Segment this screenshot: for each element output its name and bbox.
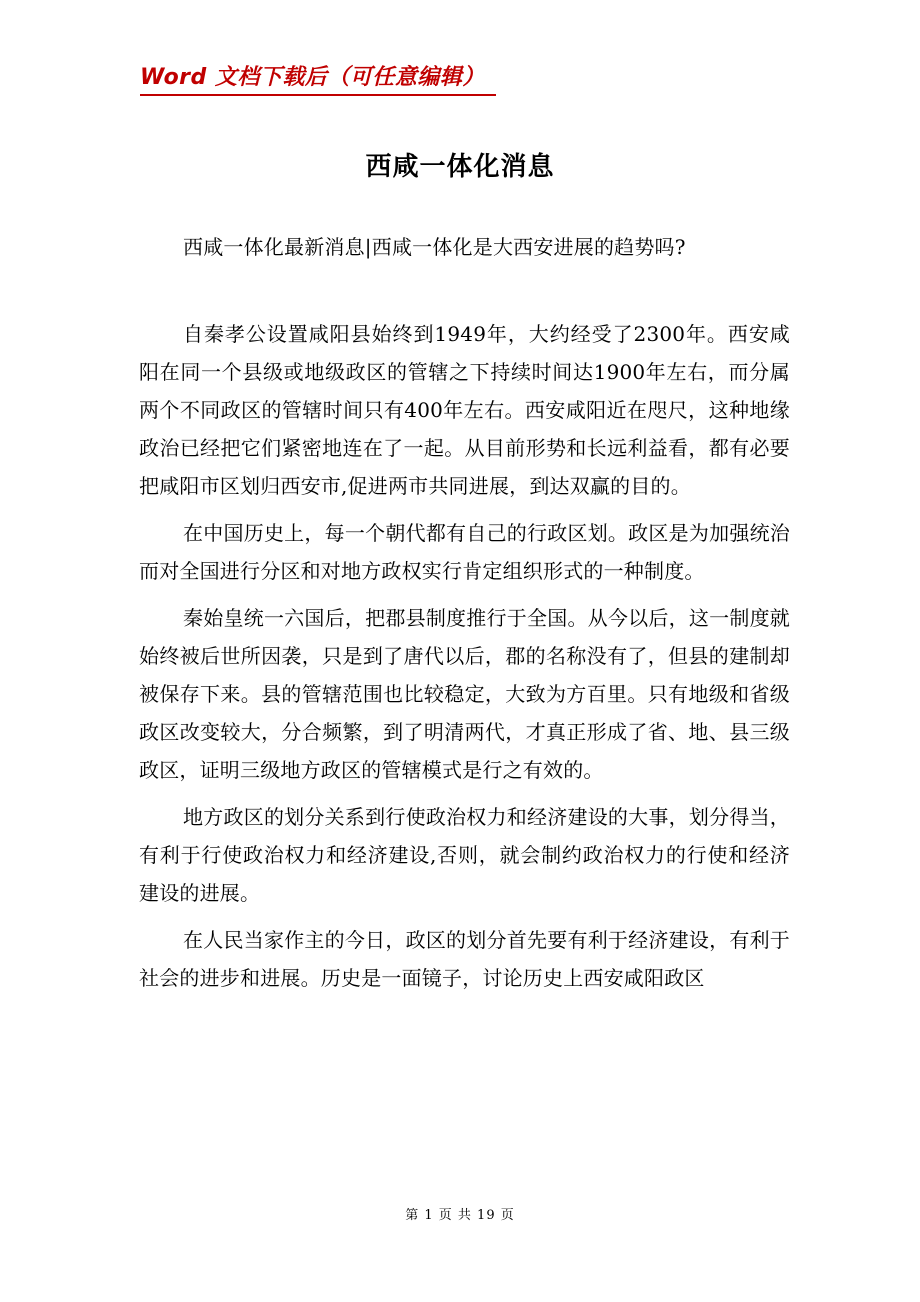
document-subtitle: 西咸一体化最新消息|西咸一体化是大西安进展的趋势吗? <box>183 235 686 259</box>
paragraph-2: 在中国历史上，每一个朝代都有自己的行政区划。政区是为加强统治而对全国进行分区和对地方政权实行肯定组织形式的一种制度。 <box>139 521 790 583</box>
document-title: 西咸一体化消息 <box>365 152 555 182</box>
document-header <box>140 64 485 92</box>
paragraph-4: 地方政区的划分关系到行使政治权力和经济建设的大事，划分得当，有利于行使政治权力和经济建设,否则，就会制约政治权力的行使和经济建设的进展。 <box>139 805 790 905</box>
page-footer: 第 1 页 共 19 页 <box>405 1208 515 1223</box>
document-body <box>139 228 790 1006</box>
paragraph-5: 在人民当家作主的今日，政区的划分首先要有利于经济建设，有利于社会的进步和进展。历史是一面镜子，讨论历史上西安咸阳政区 <box>139 928 790 990</box>
paragraph-1: 自秦孝公设置咸阳县始终到1949年，大约经受了2300年。西安咸阳在同一个县级或地级政区的管辖之下持续时间达1900年左右，而分属两个不同政区的管辖时间只有400年左右。西安咸阳近在咫尺，这种地缘政治已经把它们紧密地连在了一起。从目前形势和长远利益看，都有必要把咸阳市区划归西安市,促进两市共同进展，到达双赢的目的。 <box>139 322 790 498</box>
paragraph-3: 秦始皇统一六国后，把郡县制度推行于全国。从今以后，这一制度就始终被后世所因袭，只是到了唐代以后，郡的名称没有了，但县的建制却被保存下来。县的管辖范围也比较稳定，大致为方百里。只有地级和省级政区改变较大，分合频繁，到了明清两代，才真正形成了省、地、县三级政区，证明三级地方政区的管辖模式是行之有效的。 <box>139 606 790 782</box>
header-label: Word 文档下载后（可任意编辑） <box>140 65 485 90</box>
header-underline <box>140 94 496 96</box>
